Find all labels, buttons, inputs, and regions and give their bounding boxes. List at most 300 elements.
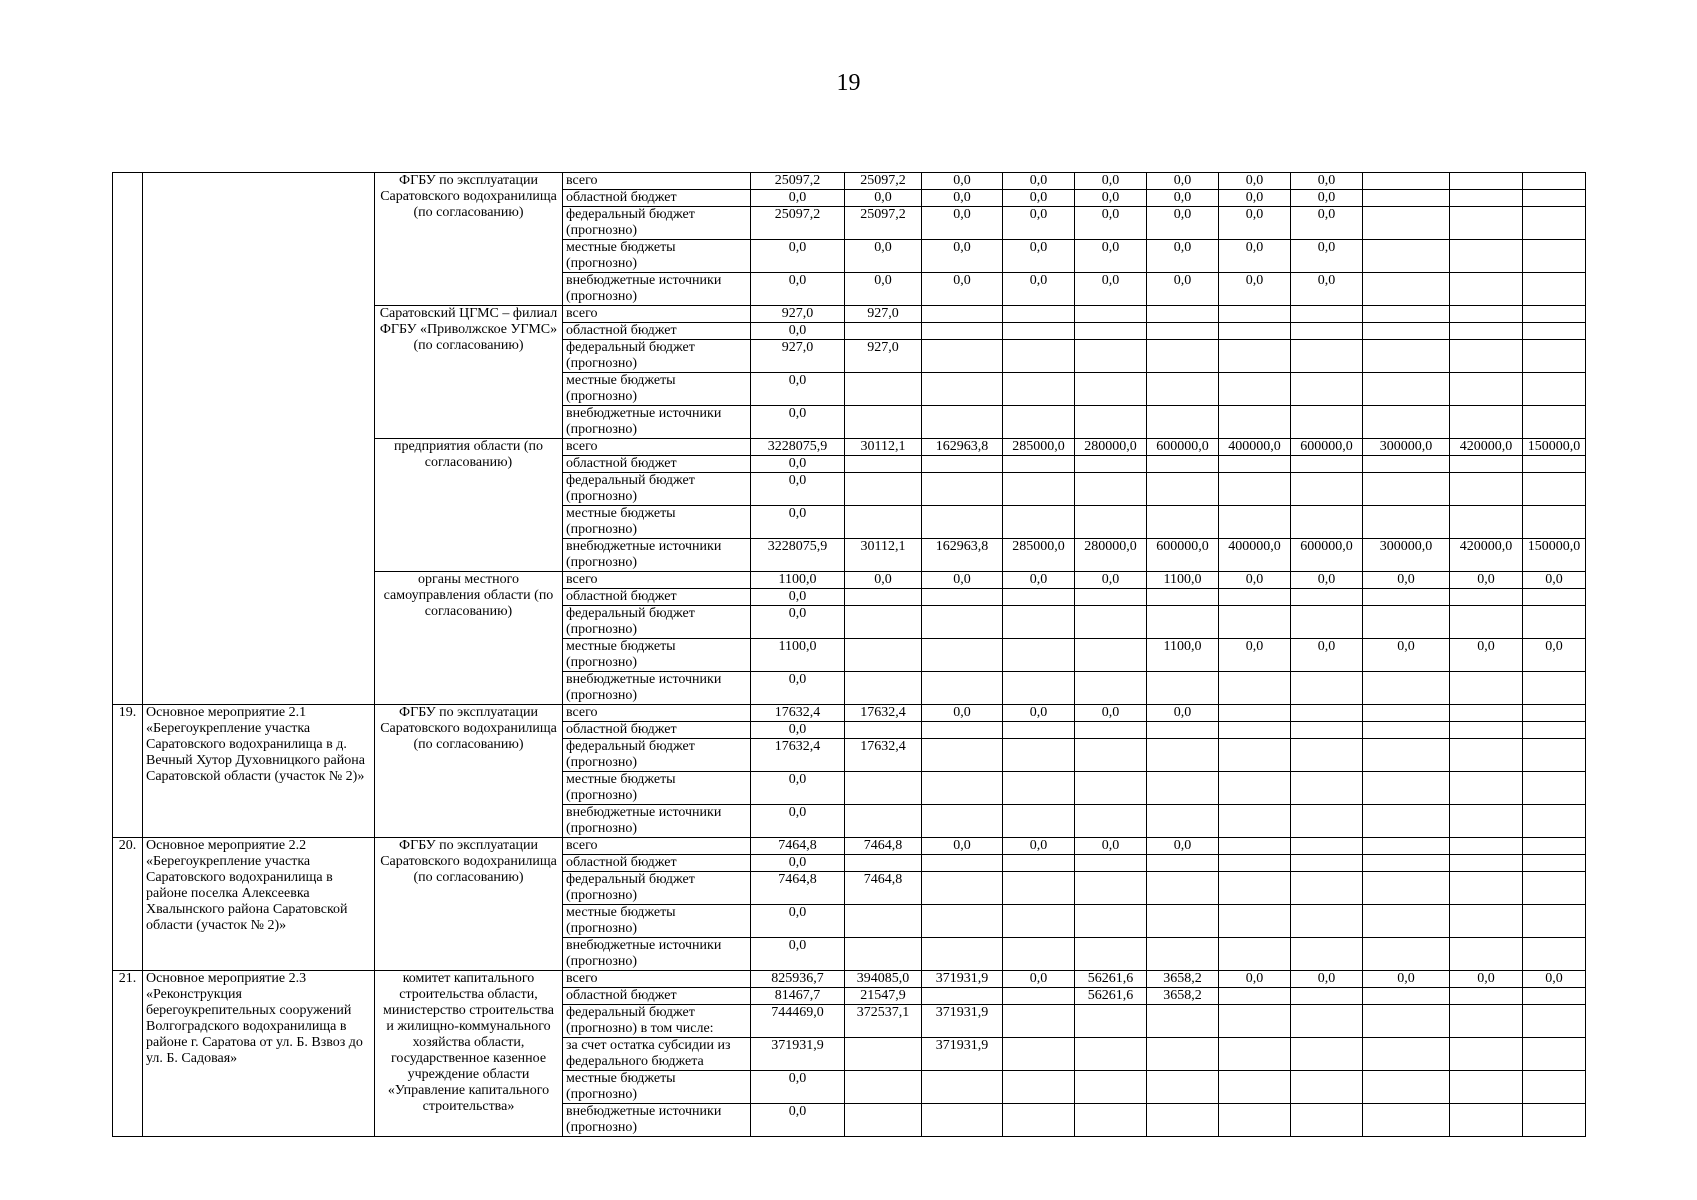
amount-cell (1219, 705, 1291, 722)
amount-cell (922, 323, 1003, 340)
amount-cell (1003, 406, 1075, 439)
amount-cell: 7464,8 (845, 838, 922, 855)
funding-source: областной бюджет (563, 988, 751, 1005)
funding-source: областной бюджет (563, 323, 751, 340)
funding-source: областной бюджет (563, 456, 751, 473)
amount-cell (1003, 373, 1075, 406)
amount-cell: 0,0 (751, 323, 845, 340)
amount-cell (1450, 855, 1523, 872)
funding-source: федеральный бюджет (прогнозно) (563, 473, 751, 506)
amount-cell: 3658,2 (1147, 988, 1219, 1005)
amount-cell: 0,0 (1219, 173, 1291, 190)
amount-cell: 0,0 (1147, 173, 1219, 190)
activity-name: Основное мероприятие 2.3 «Реконструкция берегоукрепительных сооружений Волгоградского водохранилища в районе г. Саратова от ул. Б. Взвоз до ул. Б. Садовая» (143, 971, 375, 1137)
amount-cell: 0,0 (1003, 240, 1075, 273)
amount-cell (1450, 406, 1523, 439)
amount-cell: 400000,0 (1219, 539, 1291, 572)
funding-source: федеральный бюджет (прогнозно) (563, 739, 751, 772)
amount-cell: 0,0 (1075, 207, 1147, 240)
amount-cell: 400000,0 (1219, 439, 1291, 456)
amount-cell (845, 506, 922, 539)
funding-source: всего (563, 971, 751, 988)
amount-cell (1523, 988, 1586, 1005)
amount-cell (1291, 838, 1363, 855)
amount-cell: 25097,2 (751, 173, 845, 190)
amount-cell (1291, 938, 1363, 971)
amount-cell: 0,0 (751, 805, 845, 838)
executor-name: Саратовский ЦГМС – филиал ФГБУ «Приволжское УГМС» (по согласованию) (375, 306, 563, 439)
amount-cell (1523, 772, 1586, 805)
amount-cell (1523, 506, 1586, 539)
amount-cell (922, 1104, 1003, 1137)
amount-cell (1291, 406, 1363, 439)
amount-cell (1291, 456, 1363, 473)
funding-source: всего (563, 838, 751, 855)
amount-cell (1147, 340, 1219, 373)
amount-cell (1075, 1071, 1147, 1104)
amount-cell (1363, 1005, 1450, 1038)
amount-cell: 1100,0 (1147, 572, 1219, 589)
funding-source: внебюджетные источники (прогнозно) (563, 938, 751, 971)
funding-source: внебюджетные источники (прогнозно) (563, 1104, 751, 1137)
amount-cell (1291, 855, 1363, 872)
activity-name: Основное мероприятие 2.2 «Берегоукрепление участка Саратовского водохранилища в районе поселка Алексеевка Хвалынского района Саратовской области (участок № 2)» (143, 838, 375, 971)
amount-cell (1003, 506, 1075, 539)
amount-cell (1363, 190, 1450, 207)
amount-cell (1147, 589, 1219, 606)
amount-cell (1291, 988, 1363, 1005)
amount-cell: 0,0 (1003, 971, 1075, 988)
amount-cell (1075, 938, 1147, 971)
amount-cell: 0,0 (751, 190, 845, 207)
amount-cell (1075, 855, 1147, 872)
amount-cell (1363, 1104, 1450, 1137)
amount-cell (1450, 988, 1523, 1005)
amount-cell (1450, 739, 1523, 772)
amount-cell (1363, 406, 1450, 439)
amount-cell: 0,0 (1147, 240, 1219, 273)
amount-cell (1450, 306, 1523, 323)
amount-cell (1291, 473, 1363, 506)
amount-cell (1523, 240, 1586, 273)
amount-cell (1523, 207, 1586, 240)
funding-source: областной бюджет (563, 589, 751, 606)
amount-cell: 1100,0 (751, 639, 845, 672)
amount-cell (1363, 872, 1450, 905)
amount-cell (1003, 1104, 1075, 1137)
amount-cell: 0,0 (1075, 240, 1147, 273)
funding-source: федеральный бюджет (прогнозно) (563, 340, 751, 373)
amount-cell: 927,0 (751, 340, 845, 373)
amount-cell: 0,0 (751, 905, 845, 938)
amount-cell (1219, 406, 1291, 439)
amount-cell (1003, 306, 1075, 323)
funding-source: внебюджетные источники (прогнозно) (563, 273, 751, 306)
executor-name: предприятия области (по согласованию) (375, 439, 563, 572)
amount-cell (1075, 323, 1147, 340)
amount-cell (1291, 1005, 1363, 1038)
amount-cell (1219, 456, 1291, 473)
amount-cell: 0,0 (922, 240, 1003, 273)
amount-cell (1523, 323, 1586, 340)
amount-cell (1450, 1071, 1523, 1104)
amount-cell (922, 722, 1003, 739)
funding-source: за счет остатка субсидии из федерального бюджета (563, 1038, 751, 1071)
executor-name: ФГБУ по эксплуатации Саратовского водохранилища (по согласованию) (375, 705, 563, 838)
amount-cell: 0,0 (1523, 572, 1586, 589)
amount-cell (1219, 872, 1291, 905)
amount-cell (1363, 207, 1450, 240)
amount-cell (1075, 1005, 1147, 1038)
amount-cell (1363, 173, 1450, 190)
amount-cell: 0,0 (1291, 273, 1363, 306)
amount-cell (1523, 606, 1586, 639)
amount-cell (922, 855, 1003, 872)
amount-cell (1291, 606, 1363, 639)
amount-cell (1219, 606, 1291, 639)
amount-cell: 0,0 (1291, 207, 1363, 240)
amount-cell: 0,0 (1219, 207, 1291, 240)
amount-cell: 600000,0 (1147, 539, 1219, 572)
funding-source: внебюджетные источники (прогнозно) (563, 406, 751, 439)
amount-cell: 600000,0 (1291, 439, 1363, 456)
amount-cell (1450, 323, 1523, 340)
amount-cell (1291, 1104, 1363, 1137)
amount-cell (1003, 739, 1075, 772)
amount-cell (1003, 606, 1075, 639)
funding-source: внебюджетные источники (прогнозно) (563, 672, 751, 705)
amount-cell (1003, 639, 1075, 672)
amount-cell: 162963,8 (922, 539, 1003, 572)
funding-source: областной бюджет (563, 722, 751, 739)
amount-cell: 0,0 (1003, 273, 1075, 306)
amount-cell: 0,0 (751, 772, 845, 805)
amount-cell (1219, 772, 1291, 805)
amount-cell (1219, 739, 1291, 772)
amount-cell (1219, 1005, 1291, 1038)
funding-source: местные бюджеты (прогнозно) (563, 905, 751, 938)
amount-cell: 927,0 (845, 340, 922, 373)
amount-cell (922, 672, 1003, 705)
amount-cell: 0,0 (1450, 971, 1523, 988)
amount-cell (1450, 589, 1523, 606)
amount-cell (845, 589, 922, 606)
amount-cell (1291, 772, 1363, 805)
amount-cell: 0,0 (1219, 240, 1291, 273)
amount-cell: 0,0 (751, 1071, 845, 1104)
amount-cell (1147, 872, 1219, 905)
amount-cell (1523, 938, 1586, 971)
amount-cell: 0,0 (1003, 705, 1075, 722)
amount-cell (922, 473, 1003, 506)
funding-source: местные бюджеты (прогнозно) (563, 506, 751, 539)
amount-cell (1523, 373, 1586, 406)
amount-cell: 17632,4 (751, 705, 845, 722)
amount-cell: 0,0 (845, 240, 922, 273)
amount-cell (1003, 872, 1075, 905)
amount-cell (1075, 1104, 1147, 1137)
funding-source: областной бюджет (563, 190, 751, 207)
amount-cell (1523, 306, 1586, 323)
amount-cell (1363, 506, 1450, 539)
amount-cell (845, 373, 922, 406)
amount-cell (1147, 938, 1219, 971)
amount-cell (1075, 739, 1147, 772)
amount-cell: 1100,0 (751, 572, 845, 589)
funding-source: федеральный бюджет (прогнозно) (563, 606, 751, 639)
amount-cell: 285000,0 (1003, 539, 1075, 572)
amount-cell: 30112,1 (845, 539, 922, 572)
amount-cell: 0,0 (1450, 639, 1523, 672)
amount-cell (922, 589, 1003, 606)
amount-cell (1450, 190, 1523, 207)
executor-name: ФГБУ по эксплуатации Саратовского водохранилища (по согласованию) (375, 838, 563, 971)
amount-cell (1450, 1005, 1523, 1038)
amount-cell (1450, 506, 1523, 539)
funding-source: всего (563, 306, 751, 323)
funding-source: местные бюджеты (прогнозно) (563, 639, 751, 672)
amount-cell (1523, 672, 1586, 705)
funding-source: внебюджетные источники (прогнозно) (563, 805, 751, 838)
amount-cell (1523, 722, 1586, 739)
amount-cell: 150000,0 (1523, 439, 1586, 456)
amount-cell (1075, 905, 1147, 938)
amount-cell (1147, 672, 1219, 705)
amount-cell: 150000,0 (1523, 539, 1586, 572)
amount-cell: 0,0 (1523, 971, 1586, 988)
amount-cell (1291, 905, 1363, 938)
amount-cell (1003, 1038, 1075, 1071)
amount-cell (1147, 323, 1219, 340)
amount-cell: 0,0 (1147, 190, 1219, 207)
amount-cell (1003, 473, 1075, 506)
funding-table (112, 172, 1586, 1137)
amount-cell (1003, 589, 1075, 606)
amount-cell: 0,0 (1003, 572, 1075, 589)
amount-cell (1147, 855, 1219, 872)
amount-cell (1147, 373, 1219, 406)
amount-cell (1003, 323, 1075, 340)
executor-name: органы местного самоуправления области (по согласованию) (375, 572, 563, 705)
amount-cell: 0,0 (1219, 572, 1291, 589)
amount-cell: 927,0 (845, 306, 922, 323)
amount-cell (922, 805, 1003, 838)
amount-cell (1219, 1104, 1291, 1137)
amount-cell (1219, 589, 1291, 606)
amount-cell (1450, 705, 1523, 722)
amount-cell: 25097,2 (845, 173, 922, 190)
amount-cell: 0,0 (1147, 838, 1219, 855)
amount-cell (1075, 672, 1147, 705)
amount-cell (922, 988, 1003, 1005)
amount-cell (845, 639, 922, 672)
amount-cell (1363, 273, 1450, 306)
amount-cell (1363, 323, 1450, 340)
amount-cell: 300000,0 (1363, 439, 1450, 456)
amount-cell (1219, 1038, 1291, 1071)
amount-cell (1363, 805, 1450, 838)
amount-cell: 927,0 (751, 306, 845, 323)
table-row (113, 173, 1586, 190)
amount-cell (1147, 772, 1219, 805)
amount-cell: 0,0 (1147, 207, 1219, 240)
amount-cell (1219, 988, 1291, 1005)
amount-cell (1291, 722, 1363, 739)
amount-cell (922, 456, 1003, 473)
activity-name (143, 173, 375, 705)
amount-cell (1363, 373, 1450, 406)
amount-cell (845, 1038, 922, 1071)
amount-cell: 0,0 (1219, 273, 1291, 306)
amount-cell: 0,0 (1075, 190, 1147, 207)
amount-cell (1450, 473, 1523, 506)
amount-cell (1291, 705, 1363, 722)
amount-cell (1219, 905, 1291, 938)
amount-cell (1363, 473, 1450, 506)
amount-cell (1147, 456, 1219, 473)
amount-cell (922, 306, 1003, 323)
amount-cell: 0,0 (922, 705, 1003, 722)
amount-cell: 0,0 (922, 173, 1003, 190)
amount-cell (1075, 872, 1147, 905)
amount-cell: 7464,8 (751, 838, 845, 855)
amount-cell: 30112,1 (845, 439, 922, 456)
amount-cell (1450, 838, 1523, 855)
amount-cell (1291, 805, 1363, 838)
table-row (113, 838, 1586, 855)
amount-cell: 17632,4 (751, 739, 845, 772)
amount-cell (1523, 340, 1586, 373)
amount-cell: 0,0 (751, 273, 845, 306)
amount-cell: 162963,8 (922, 439, 1003, 456)
amount-cell: 0,0 (1075, 173, 1147, 190)
amount-cell (922, 739, 1003, 772)
amount-cell (1075, 589, 1147, 606)
amount-cell (1147, 506, 1219, 539)
amount-cell (845, 606, 922, 639)
amount-cell (1219, 672, 1291, 705)
amount-cell (845, 1071, 922, 1104)
amount-cell (1523, 473, 1586, 506)
amount-cell (1523, 1005, 1586, 1038)
amount-cell (845, 1104, 922, 1137)
amount-cell (1523, 190, 1586, 207)
amount-cell (1075, 456, 1147, 473)
amount-cell (1219, 805, 1291, 838)
amount-cell (922, 905, 1003, 938)
amount-cell (845, 938, 922, 971)
amount-cell (845, 406, 922, 439)
funding-source: федеральный бюджет (прогнозно) в том числе: (563, 1005, 751, 1038)
amount-cell (1075, 373, 1147, 406)
amount-cell (1523, 173, 1586, 190)
amount-cell: 0,0 (1291, 639, 1363, 672)
amount-cell (845, 905, 922, 938)
amount-cell (1075, 722, 1147, 739)
amount-cell (1450, 207, 1523, 240)
amount-cell (1291, 589, 1363, 606)
amount-cell: 0,0 (1363, 971, 1450, 988)
amount-cell (1450, 722, 1523, 739)
row-number: 21. (113, 971, 143, 1137)
amount-cell: 0,0 (1291, 190, 1363, 207)
amount-cell (1291, 323, 1363, 340)
amount-cell (845, 456, 922, 473)
amount-cell (1523, 739, 1586, 772)
amount-cell (1219, 506, 1291, 539)
amount-cell: 0,0 (922, 273, 1003, 306)
amount-cell (1147, 473, 1219, 506)
amount-cell: 0,0 (751, 456, 845, 473)
amount-cell (922, 606, 1003, 639)
amount-cell (1219, 838, 1291, 855)
amount-cell (1003, 772, 1075, 805)
amount-cell (1219, 722, 1291, 739)
amount-cell (922, 772, 1003, 805)
amount-cell (1450, 872, 1523, 905)
executor-name: ФГБУ по эксплуатации Саратовского водохранилища (по согласованию) (375, 173, 563, 306)
amount-cell: 0,0 (1291, 240, 1363, 273)
amount-cell (922, 1071, 1003, 1104)
amount-cell (1003, 1071, 1075, 1104)
amount-cell (922, 373, 1003, 406)
amount-cell (1075, 406, 1147, 439)
amount-cell (1363, 988, 1450, 1005)
executor-name: комитет капитального строительства области, министерство строительства и жилищно-коммунального хозяйства области, государственное казенное учреждение области «Управление капитального строительства» (375, 971, 563, 1137)
amount-cell (922, 406, 1003, 439)
amount-cell (1363, 772, 1450, 805)
amount-cell: 0,0 (751, 606, 845, 639)
amount-cell: 0,0 (845, 190, 922, 207)
amount-cell (1291, 340, 1363, 373)
amount-cell: 0,0 (1075, 705, 1147, 722)
amount-cell (1523, 273, 1586, 306)
amount-cell (1450, 173, 1523, 190)
amount-cell (1003, 456, 1075, 473)
amount-cell (1147, 1038, 1219, 1071)
amount-cell (1363, 672, 1450, 705)
amount-cell: 0,0 (922, 190, 1003, 207)
funding-source: внебюджетные источники (прогнозно) (563, 539, 751, 572)
amount-cell (1219, 373, 1291, 406)
amount-cell: 0,0 (1450, 572, 1523, 589)
amount-cell: 0,0 (845, 572, 922, 589)
amount-cell (1003, 905, 1075, 938)
amount-cell: 280000,0 (1075, 539, 1147, 572)
amount-cell (1450, 340, 1523, 373)
amount-cell (922, 340, 1003, 373)
amount-cell (1075, 606, 1147, 639)
amount-cell: 0,0 (1075, 572, 1147, 589)
amount-cell (1450, 905, 1523, 938)
amount-cell (1147, 1071, 1219, 1104)
amount-cell: 0,0 (1291, 572, 1363, 589)
amount-cell (1363, 705, 1450, 722)
amount-cell (1147, 905, 1219, 938)
amount-cell: 0,0 (751, 672, 845, 705)
amount-cell (1450, 273, 1523, 306)
amount-cell (1291, 373, 1363, 406)
amount-cell: 0,0 (1075, 273, 1147, 306)
amount-cell (922, 872, 1003, 905)
amount-cell: 0,0 (1363, 572, 1450, 589)
amount-cell: 420000,0 (1450, 539, 1523, 572)
amount-cell (1523, 872, 1586, 905)
amount-cell: 25097,2 (751, 207, 845, 240)
amount-cell: 17632,4 (845, 705, 922, 722)
amount-cell (845, 772, 922, 805)
amount-cell (1147, 1005, 1219, 1038)
